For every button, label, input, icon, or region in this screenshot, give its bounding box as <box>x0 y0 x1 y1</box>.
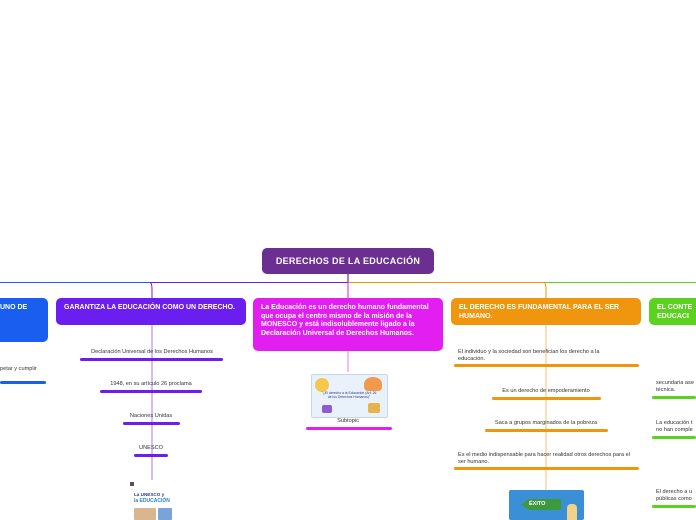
branch-green-title: EL CONTE EDUCACI <box>657 304 693 320</box>
student-photo <box>134 508 156 520</box>
root-topic[interactable] <box>262 248 434 274</box>
orange-leaf-4-underline <box>454 467 639 470</box>
blue-leaf-1-text: petar y cumplir <box>0 366 37 372</box>
orange-leaf-3-underline <box>485 429 608 432</box>
magenta-subtopic-text: Subtopic <box>337 418 359 424</box>
orange-leaf-4-text: Es el medio indispensable para hacer realidad otros derechos para el ser humano. <box>458 452 630 465</box>
orange-leaf-4[interactable] <box>458 452 638 466</box>
branch-orange-node[interactable] <box>451 298 641 325</box>
purple-leaf-1-text: Declaración Universal de los Derechos Humanos <box>91 349 213 355</box>
branch-purple-title: GARANTIZA LA EDUCACIÓN COMO UN DERECHO. <box>64 304 235 311</box>
purple-leaf-4-text: UNESCO <box>139 445 163 451</box>
education-rights-image[interactable] <box>311 374 388 418</box>
green-leaf-2-text: La educación t no han comple <box>656 420 693 433</box>
magenta-subtopic[interactable] <box>318 418 378 425</box>
orange-leaf-3-text: Saca a grupos marginados de la pobreza <box>494 420 598 426</box>
purple-leaf-1-underline <box>80 358 223 361</box>
branch-magenta-title: La Educación es un derecho humano fundamental que ocupa el centro mismo de la misión de la MONESCO y está indisolublemente ligado a la Declaración Universal de Derechos Humanos. <box>261 304 429 337</box>
purple-leaf-3[interactable] <box>112 413 190 420</box>
purple-leaf-1[interactable] <box>72 349 232 356</box>
root-title: DERECHOS DE LA EDUCACIÓN <box>275 256 421 266</box>
drop-orange <box>544 283 546 299</box>
student-photo-2 <box>158 508 172 520</box>
success-sign-text: ÉXITO <box>529 501 546 507</box>
branch-blue-title: UNO DE <box>0 304 28 311</box>
branch-magenta-node[interactable] <box>253 298 443 351</box>
green-leaf-1[interactable] <box>656 380 696 394</box>
green-leaf-2-underline <box>652 436 696 439</box>
drop-purple <box>150 283 152 299</box>
branch-blue-node[interactable] <box>0 298 48 342</box>
purple-leaf-4-underline <box>134 454 168 457</box>
green-leaf-2[interactable] <box>656 420 696 434</box>
orange-leaf-3[interactable] <box>482 420 610 427</box>
success-sign-image[interactable] <box>509 490 584 520</box>
purple-leaf-4[interactable] <box>126 445 176 452</box>
purple-leaf-2-underline <box>100 390 202 393</box>
purple-leaf-3-underline <box>123 422 180 425</box>
child-figure-icon <box>315 378 329 392</box>
orange-leaf-2[interactable] <box>486 388 606 395</box>
unesco-caption-1: La UNESCO y <box>134 492 165 497</box>
green-leaf-1-text: secundaria ase técnica. <box>656 380 694 393</box>
person-icon <box>567 504 577 520</box>
unesco-logo-icon <box>130 482 134 486</box>
branch-orange-title: EL DERECHO ES FUNDAMENTAL PARA EL SER HUMANO. <box>459 304 620 320</box>
green-leaf-3-underline <box>652 505 696 508</box>
green-leaf-1-underline <box>652 396 696 399</box>
orange-leaf-1-text: El individuo y la sociedad son benefician los derecho a la educación. <box>458 349 600 362</box>
magenta-subtopic-underline <box>306 427 392 430</box>
orange-leaf-2-text: Es un derecho de empoderamiento <box>502 388 590 394</box>
green-leaf-3-text: El derecho a u públicas como <box>656 489 693 502</box>
children-group-icon <box>364 377 382 391</box>
branch-green-node[interactable] <box>649 298 696 325</box>
unesco-caption-2: la EDUCACIÓN <box>134 498 170 504</box>
green-leaf-3[interactable] <box>656 489 696 503</box>
purple-leaf-2-text: 1948, en su artículo 26 proclama <box>110 381 192 387</box>
orange-leaf-2-underline <box>492 397 601 400</box>
orange-leaf-1[interactable] <box>458 349 628 363</box>
child-reading-icon <box>322 405 332 413</box>
branch-purple-node[interactable] <box>56 298 246 325</box>
unesco-image[interactable] <box>128 480 176 520</box>
orange-leaf-1-underline <box>454 364 639 367</box>
blue-leaf-1[interactable] <box>0 366 46 373</box>
blue-leaf-1-underline <box>0 381 46 384</box>
purple-leaf-2[interactable] <box>90 381 212 388</box>
books-icon <box>368 403 380 413</box>
education-rights-image-text: "¿El derecho a la Educación (Art. 26 de los Derechos Humanos)" <box>321 391 377 399</box>
purple-leaf-3-text: Naciones Unidas <box>129 413 173 419</box>
